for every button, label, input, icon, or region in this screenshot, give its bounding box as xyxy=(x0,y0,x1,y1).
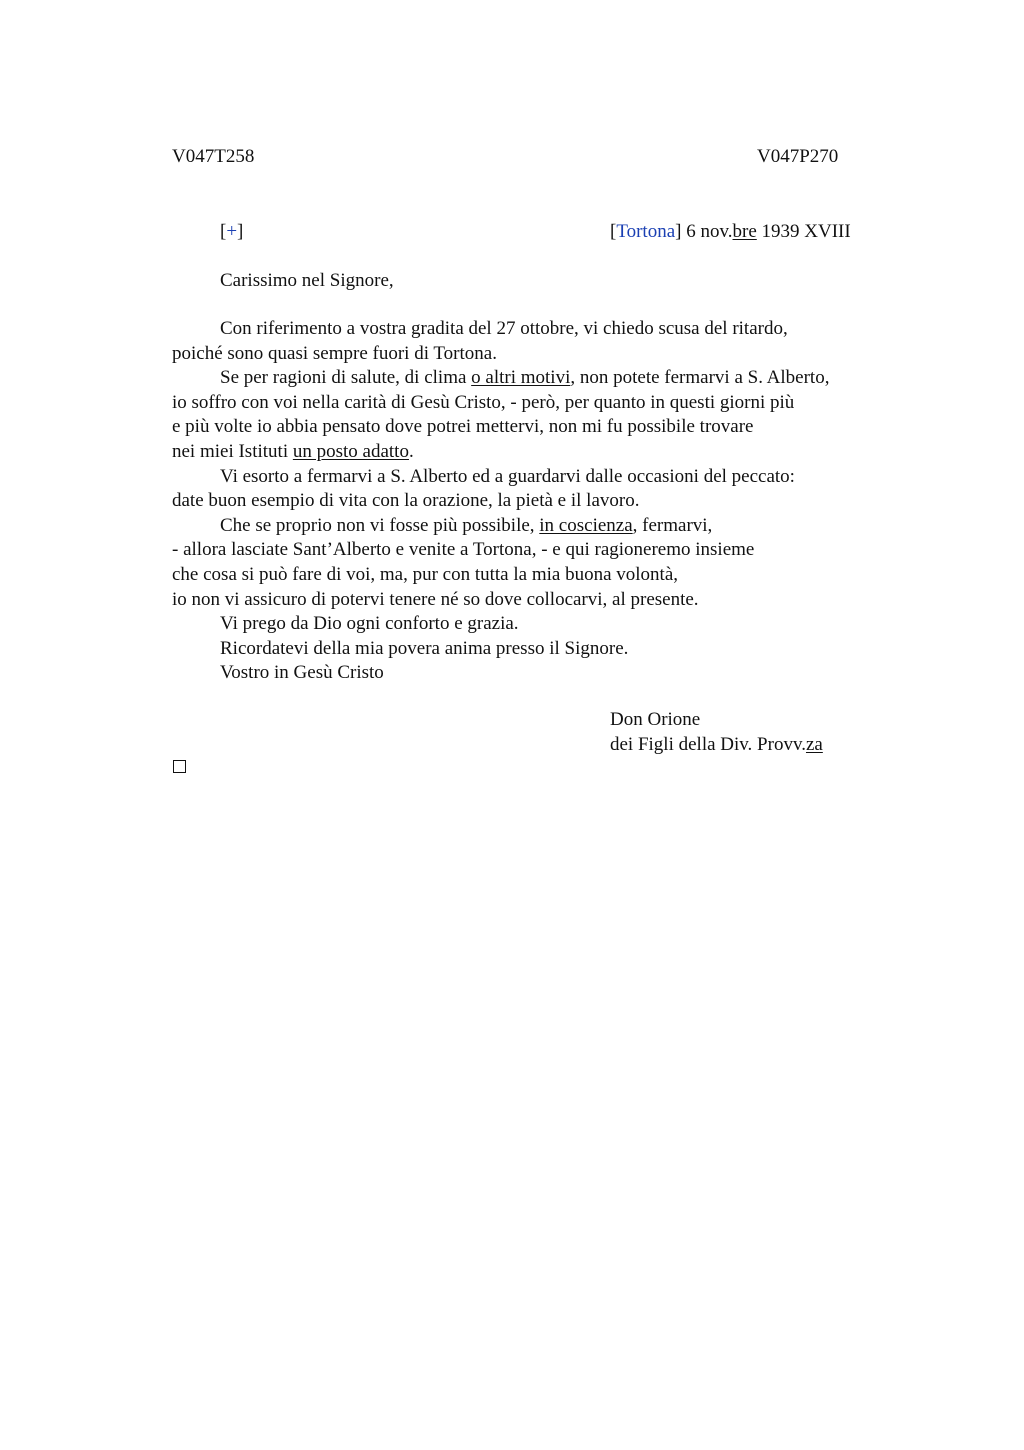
signature-title-suffix: za xyxy=(805,734,823,755)
body-line xyxy=(172,514,932,539)
body-text: Che se proprio non vi fosse più possibile, xyxy=(220,514,540,536)
date-text: 6 nov. xyxy=(681,221,733,242)
cross-bracket-open: [ xyxy=(220,221,227,242)
body-line: - allora lasciate Sant’Alberto e venite a Tortona, - e qui ragioneremo insieme xyxy=(172,539,755,561)
place-name: Tortona xyxy=(616,221,676,242)
body-text: . xyxy=(408,440,414,462)
body-line xyxy=(172,366,932,391)
body-text: nei miei Istituti xyxy=(172,440,293,462)
body-line: io soffro con voi nella carità di Gesù Cristo, - però, per quanto in questi giorni più xyxy=(172,391,795,413)
body-line: Ricordatevi della mia povera anima presso il Signore. xyxy=(220,637,629,659)
date-month-suffix: bre xyxy=(732,221,757,242)
cross-mark xyxy=(220,220,243,245)
body-line: Vi esorto a fermarvi a S. Alberto ed a guardarvi dalle occasioni del peccato: xyxy=(220,465,795,487)
body-line: Vi prego da Dio ogni conforto e grazia. xyxy=(220,613,519,635)
signature-name: Don Orione xyxy=(610,709,701,730)
dateline xyxy=(610,220,851,245)
signature-title-text: dei Figli della Div. Provv. xyxy=(610,734,806,755)
document-code-left: V047T258 xyxy=(172,146,255,167)
letter-body xyxy=(172,317,932,686)
body-line: poiché sono quasi sempre fuori di Tortona. xyxy=(172,342,497,364)
place-bracket-open: [ xyxy=(610,221,617,242)
body-text: Se per ragioni di salute, di clima xyxy=(220,367,472,389)
body-line xyxy=(172,440,932,465)
place-bracket-close: ] xyxy=(675,221,682,242)
document-code-right: V047P270 xyxy=(757,146,839,167)
body-line: e più volte io abbia pensato dove potrei mettervi, non mi fu possibile trovare xyxy=(172,416,754,438)
underlined-text: un posto adatto xyxy=(292,440,409,462)
body-text: , non potete fermarvi a S. Alberto, xyxy=(570,367,830,389)
end-of-document-square-icon xyxy=(173,760,186,773)
underlined-text: o altri motivi xyxy=(471,367,571,389)
signature-title xyxy=(610,733,823,758)
cross-symbol: + xyxy=(226,221,238,242)
salutation: Carissimo nel Signore, xyxy=(220,270,394,291)
body-line: Con riferimento a vostra gradita del 27 ottobre, vi chiedo scusa del ritardo, xyxy=(220,318,788,339)
body-line: io non vi assicuro di potervi tenere né so dove collocarvi, al presente. xyxy=(172,588,699,610)
cross-bracket-close: ] xyxy=(237,221,244,242)
body-line: che cosa si può fare di voi, ma, pur con tutta la mia buona volontà, xyxy=(172,563,678,585)
body-text: , fermarvi, xyxy=(632,514,713,536)
closing-line: Vostro in Gesù Cristo xyxy=(220,662,384,684)
underlined-text: in coscienza xyxy=(539,514,633,536)
date-year: 1939 XVIII xyxy=(756,221,851,242)
body-line: date buon esempio di vita con la orazione, la pietà e il lavoro. xyxy=(172,490,640,512)
